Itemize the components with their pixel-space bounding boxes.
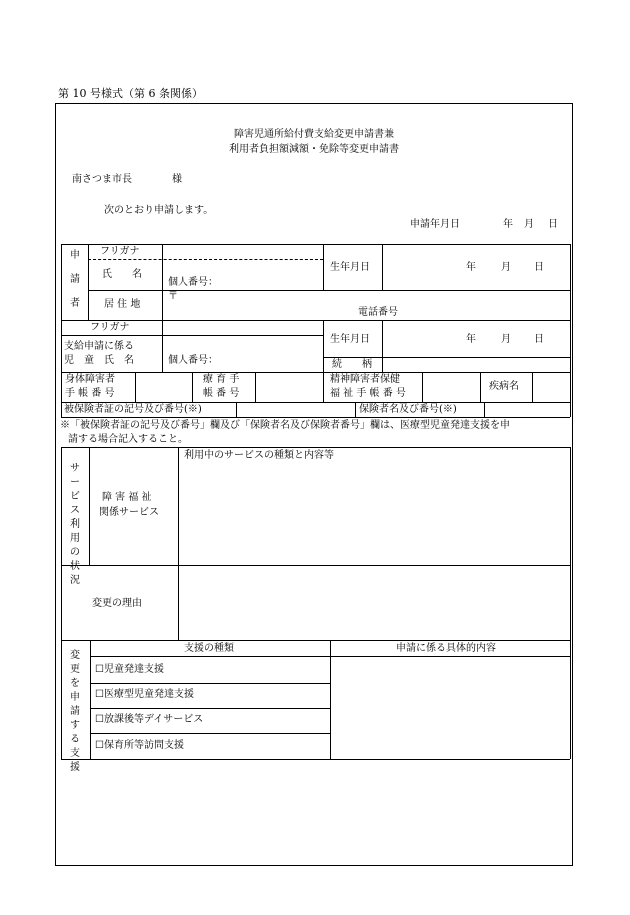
checkbox-icon[interactable]: ☐ — [95, 740, 104, 751]
table-line — [178, 447, 179, 640]
table-line — [323, 357, 570, 358]
form-number: 第 10 号様式（第 6 条関係） — [58, 87, 203, 100]
table-line — [330, 640, 331, 759]
applicant-label-char-2: 請 — [70, 274, 80, 285]
application-year-unit: 年 — [503, 219, 513, 230]
table-line — [355, 402, 356, 417]
insurer-label: 保険者名及び番号(※) — [359, 404, 457, 415]
welfare-service-label-line2: 関係サービス — [99, 507, 159, 518]
physical-disability-label-line1: 身体障害者 — [65, 374, 115, 385]
applicant-birth-day-unit: 日 — [534, 262, 544, 273]
support-option-medical-child-development[interactable] — [95, 689, 194, 701]
table-line — [61, 759, 570, 760]
support-option-label: 保育所等訪問支援 — [103, 740, 184, 751]
postal-mark: 〒 — [168, 291, 178, 302]
table-line — [484, 402, 485, 417]
support-section-label: 変更を申請する支援 — [70, 650, 80, 773]
table-line — [61, 640, 570, 641]
applicant-personal-number-label: 個人番号： — [168, 277, 218, 288]
form-title-line1: 障害児通所給付費支給変更申請書兼 — [234, 129, 394, 140]
table-line — [90, 733, 330, 734]
table-line — [61, 565, 570, 566]
application-date-label: 申請年月日 — [410, 219, 460, 230]
table-line — [90, 708, 330, 709]
insurance-note-line1: ※「被保険者証の記号及び番号」欄及び「保険者名及び保険者番号」欄は、医療型児童発達支援を申 — [60, 420, 510, 431]
child-relation-label: 続 柄 — [332, 359, 372, 370]
table-line — [90, 640, 91, 759]
table-line — [61, 447, 570, 448]
applicant-phone-label: 電話番号 — [358, 307, 398, 318]
service-status-section-label: サービス利用の状況 — [70, 463, 80, 586]
support-option-child-development[interactable] — [95, 664, 164, 676]
change-reason-label: 変更の理由 — [92, 598, 142, 609]
current-service-label: 利用中のサービスの種類と内容等 — [184, 450, 334, 461]
table-line — [61, 447, 62, 640]
child-birth-year-unit: 年 — [466, 334, 476, 345]
child-personal-number-label: 個人番号： — [168, 355, 218, 366]
insured-label: 被保険者証の記号及び番号(※) — [64, 404, 202, 415]
application-month-unit: 月 — [524, 219, 534, 230]
child-name-label-line1: 支給申請に係る — [64, 341, 134, 352]
mental-health-label-line2: 福 祉 手 帳 番 号 — [330, 388, 406, 399]
physical-disability-label-line2: 手 帳 番 号 — [65, 388, 115, 399]
table-line — [192, 372, 193, 402]
table-line — [61, 372, 570, 373]
table-line — [323, 244, 324, 290]
welfare-service-label-line1: 障 害 福 祉 — [102, 492, 152, 503]
checkbox-icon[interactable]: ☐ — [95, 689, 104, 700]
support-option-after-school-day-service[interactable] — [95, 714, 203, 726]
insurance-note-line2: 請する場合記入すること。 — [68, 434, 188, 445]
honorific: 様 — [172, 174, 182, 185]
applicant-label-char-3: 者 — [70, 298, 80, 309]
child-birth-date-label: 生年月日 — [330, 334, 370, 345]
support-option-label: 医療型児童発達支援 — [103, 689, 194, 700]
support-type-header: 支援の種類 — [184, 643, 234, 654]
table-line — [570, 244, 571, 417]
child-birth-day-unit: 日 — [534, 334, 544, 345]
table-line — [255, 372, 256, 402]
table-line — [88, 244, 89, 320]
table-line — [532, 372, 533, 402]
table-line — [61, 402, 570, 403]
table-line — [61, 244, 62, 417]
form-title-line2: 利用者負担額減額・免除等変更申請書 — [229, 144, 399, 155]
child-name-label-line2: 児 童 氏 名 — [64, 355, 134, 366]
child-birth-month-unit: 月 — [501, 334, 511, 345]
applicant-label-char-1: 申 — [70, 250, 80, 261]
table-line — [382, 244, 383, 290]
table-line — [90, 683, 330, 684]
ryoiku-label-line2: 帳 番 号 — [203, 388, 240, 399]
table-line — [61, 335, 323, 336]
table-line — [323, 320, 324, 402]
table-line — [480, 372, 481, 402]
applicant-birth-date-label: 生年月日 — [330, 262, 370, 273]
furigana-dashed-line — [88, 259, 323, 260]
mental-health-label-line1: 精神障害者保健 — [330, 374, 400, 385]
table-line — [162, 244, 163, 372]
child-furigana-label: フリガナ — [90, 322, 130, 333]
table-line — [89, 447, 90, 565]
table-line — [135, 372, 136, 402]
disease-label: 疾病名 — [489, 381, 519, 392]
table-line — [88, 290, 570, 291]
ryoiku-label-line1: 療 育 手 — [203, 374, 240, 385]
support-option-label: 児童発達支援 — [103, 664, 164, 675]
table-line — [61, 417, 570, 418]
table-line — [236, 402, 237, 417]
table-line — [61, 320, 570, 321]
table-line — [422, 372, 423, 402]
intro-text: 次のとおり申請します。 — [104, 205, 214, 216]
support-option-nursery-visit-support[interactable] — [95, 740, 184, 752]
table-line — [570, 447, 571, 640]
table-line — [382, 320, 383, 372]
table-line — [570, 640, 571, 759]
support-option-label: 放課後等デイサービス — [103, 714, 204, 725]
support-content-header: 申請に係る具体的内容 — [396, 643, 496, 654]
checkbox-icon[interactable]: ☐ — [95, 714, 104, 725]
addressee: 南さつま市長 — [72, 174, 132, 185]
table-line — [61, 640, 62, 759]
applicant-birth-year-unit: 年 — [466, 262, 476, 273]
applicant-address-label: 居 住 地 — [104, 299, 141, 310]
applicant-furigana-label: フリガナ — [100, 246, 140, 257]
applicant-birth-month-unit: 月 — [501, 262, 511, 273]
applicant-name-label: 氏 名 — [102, 269, 142, 280]
table-line — [61, 244, 570, 245]
checkbox-icon[interactable]: ☐ — [95, 664, 104, 675]
application-day-unit: 日 — [548, 219, 558, 230]
